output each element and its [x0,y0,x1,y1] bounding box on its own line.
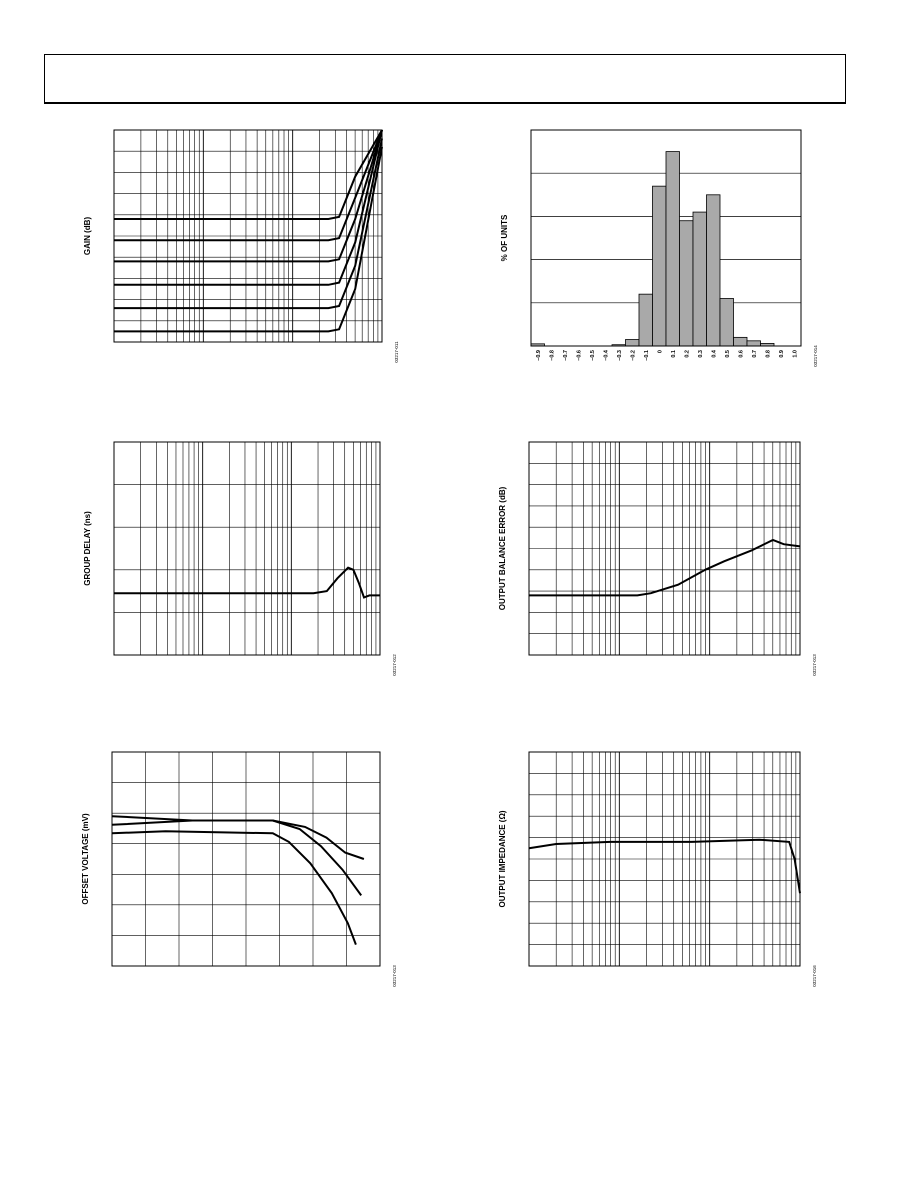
series-line [529,840,800,894]
x-tick-label: 0.2 [684,350,691,358]
x-tick-label: –0.5 [589,350,596,361]
x-tick-label: –0.6 [576,350,583,361]
x-tick-label: 0 [657,350,664,354]
series-line [114,139,382,309]
x-tick-label: –0.3 [616,350,623,361]
figure-code: 03217-013 [392,965,397,987]
y-axis-label: OFFSET VOLTAGE (mV) [81,813,90,905]
x-tick-label: 0.7 [751,350,758,358]
x-tick-label: –0.8 [549,350,556,361]
histogram-bar [680,221,694,346]
group-delay-chart-panel [70,430,397,710]
x-tick-label: –0.7 [562,350,569,361]
figure-code: 03217-016 [812,965,817,987]
y-axis-label: OUTPUT IMPEDANCE (Ω) [498,810,507,908]
series-line [114,130,382,219]
y-axis-label: OUTPUT BALANCE ERROR (dB) [498,486,507,611]
gain-chart-panel [70,120,399,400]
histogram-bar [747,341,761,346]
histogram-bar [693,212,707,346]
gain-chart [70,120,410,380]
output-impedance-chart-panel [490,740,817,1020]
series-line [114,130,382,240]
x-tick-label: 0.3 [697,350,704,358]
x-tick-label: –0.9 [535,350,542,361]
histogram-bar [720,298,734,346]
x-tick-label: 1.0 [792,350,799,358]
histogram-bar [707,195,721,346]
histogram-bar [653,186,667,346]
x-tick-label: 0.5 [724,350,731,358]
x-tick-label: 0.9 [778,350,785,358]
x-tick-label: –0.1 [643,350,650,361]
x-tick-label: 0.8 [765,350,772,358]
offset-voltage-chart-panel [70,740,397,1020]
output-impedance-chart [490,740,830,1000]
figure-code: 03217-011 [394,341,399,363]
histogram-bar [626,340,640,346]
x-tick-label: 0.6 [738,350,745,358]
figure-code: 03217-012 [392,654,397,676]
histogram-chart [490,120,830,380]
y-axis-label: GROUP DELAY (ns) [83,511,92,586]
balance-error-chart [490,430,830,690]
histogram-bar [639,294,653,346]
x-tick-label: 0.1 [670,350,677,358]
series-line [114,568,380,598]
x-tick-label: –0.2 [630,350,637,361]
figure-code: 03217-013 [812,654,817,676]
plot-frame [114,442,380,655]
figure-code: 03217-014 [813,345,818,367]
x-tick-label: –0.4 [603,350,610,361]
x-tick-label: 0.4 [711,350,718,358]
y-axis-label: % OF UNITS [500,214,509,262]
y-axis-label: GAIN (dB) [83,216,92,256]
page-header-box [44,54,846,104]
balance-error-chart-panel [490,430,817,710]
histogram-bar [734,337,748,346]
offset-voltage-chart [70,740,410,1000]
series-line [112,831,356,944]
histogram-bar [666,152,680,346]
group-delay-chart [70,430,410,690]
histogram-chart-panel [490,120,818,400]
series-line [114,130,382,261]
